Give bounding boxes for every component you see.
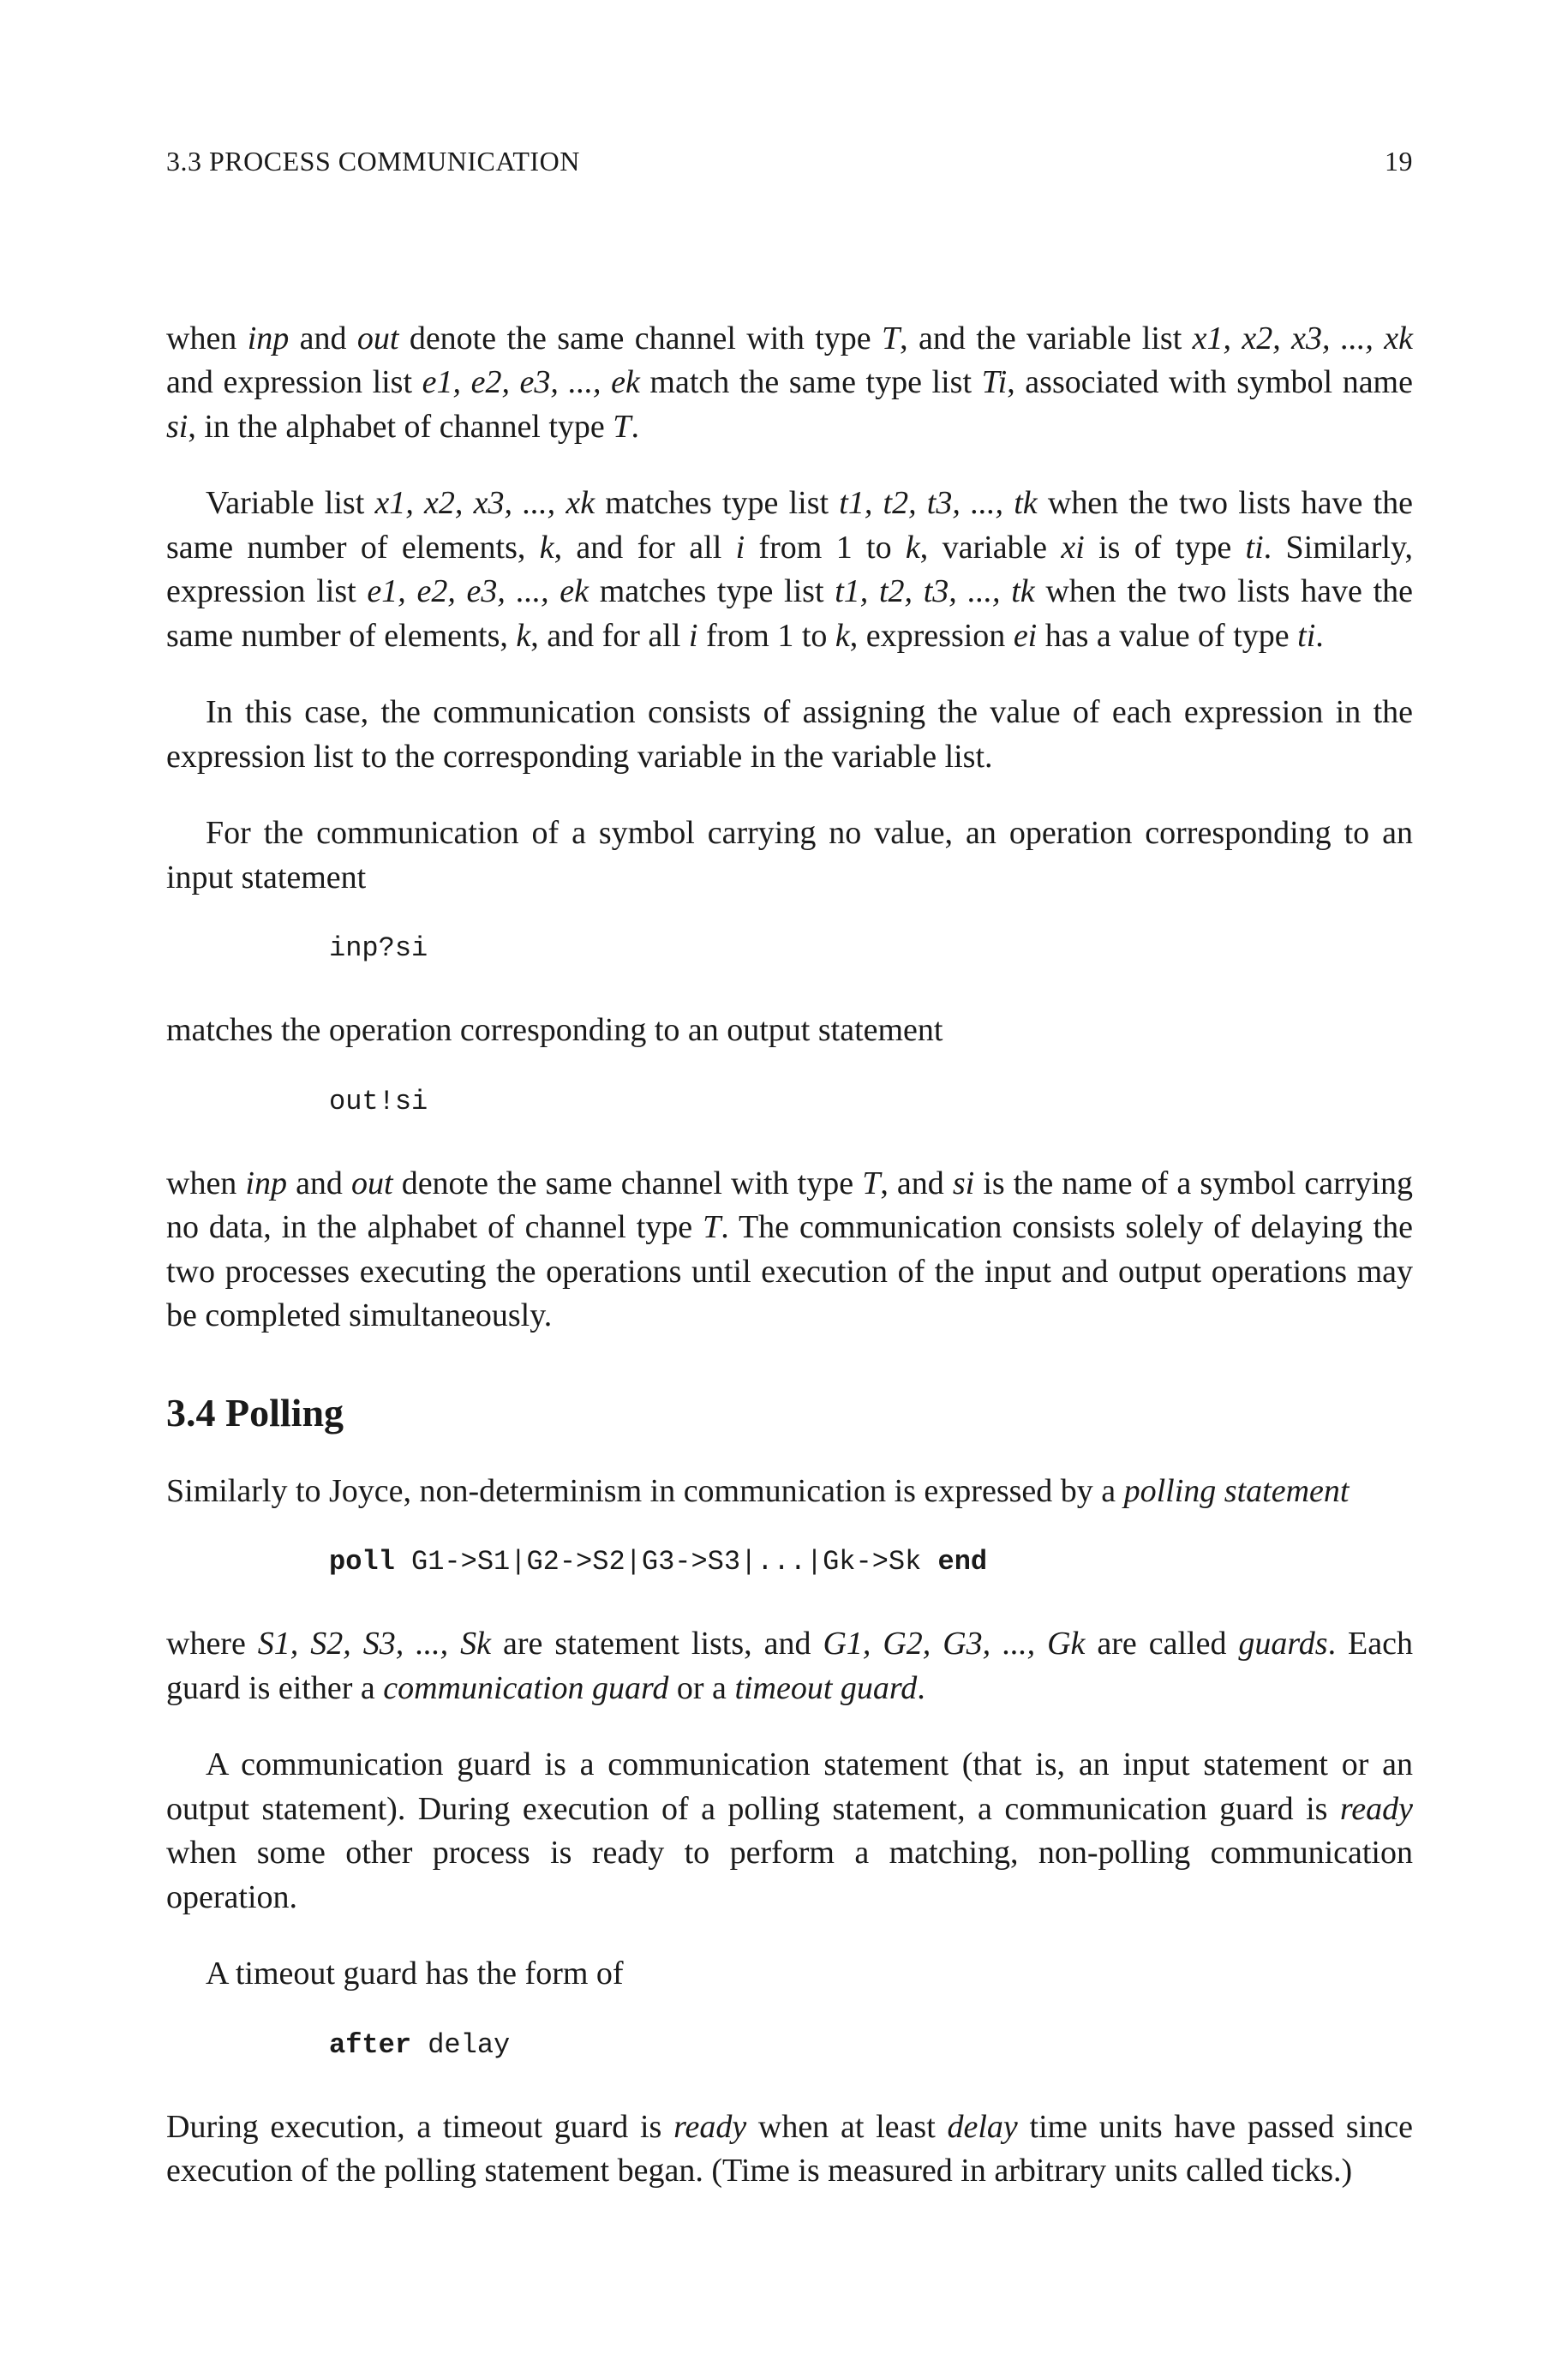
paragraph-matching-conditions: when inp and out denote the same channel with type T, and the variable list x1, x2, x3, ..., xk and expression list e1, e2, e3, ..., ek match the same type list Ti, associated with symbol name si, in the alphabet of channel type T. — [166, 320, 1413, 445]
paragraph-timeout-ready: During execution, a timeout guard is ready when at least delay time units have passed since execution of the polling statement began. (Time is measured in arbitrary units called ticks.) — [166, 2108, 1414, 2189]
section-running-title: 3.3 PROCESS COMMUNICATION — [166, 146, 580, 177]
paragraph-guards: where S1, S2, S3, ..., Sk are statement lists, and G1, G2, G3, ..., Gk are called guards. Each guard is either a communication guard or a timeout guard. — [166, 1626, 1413, 1706]
book-page — [166, 146, 1413, 2226]
code-input-statement: inp?si — [329, 932, 428, 965]
paragraph-symbol-no-value: For the communication of a symbol carrying no value, an operation corresponding to an input statement — [166, 815, 1413, 895]
page-number: 19 — [1385, 146, 1413, 177]
keyword-after: after — [329, 2028, 412, 2061]
running-header — [166, 146, 1413, 189]
paragraph-polling-intro: Similarly to Joyce, non-determinism in communication is expressed by a polling statement — [166, 1472, 1350, 1509]
paragraph-matches-output: matches the operation corresponding to an output statement — [166, 1012, 943, 1049]
paragraph-communication-guard: A communication guard is a communication statement (that is, an input statement or an output statement). During execution of a polling statement, a communication guard is ready when some other process is ready to perform a matching, non-polling communication operation. — [166, 1746, 1413, 1915]
section-heading-polling: 3.4 Polling — [166, 1390, 344, 1435]
keyword-end: end — [937, 1546, 988, 1578]
page-body — [166, 317, 1413, 2194]
paragraph-no-data-symbol: when inp and out denote the same channel with type T, and si is the name of a symbol carrying no data, in the alphabet of channel type T. The communication consists solely of delaying the two processes executing the operations until execution of the input and output operations may be completed simultaneously. — [166, 1165, 1413, 1334]
paragraph-assignment: In this case, the communication consists of assigning the value of each expression in the expression list to the corresponding variable in the variable list. — [166, 694, 1413, 775]
code-after-delay: after delay — [329, 2028, 511, 2061]
paragraph-type-list-matching: Variable list x1, x2, x3, ..., xk matches type list t1, t2, t3, ..., tk when the two lists have the same number of elements, k, and for all i from 1 to k, variable xi is of type ti. Similarly, expression list e1, e2, e3, ..., ek matches type list t1, t2, t3, ..., tk when the two lists have the same number of elements, k, and for all i from 1 to k, expression ei has a value of type ti. — [166, 485, 1413, 654]
code-output-statement: out!si — [329, 1085, 428, 1117]
paragraph-timeout-guard-form: A timeout guard has the form of — [206, 1956, 624, 1992]
code-poll-statement: poll G1->S1|G2->S2|G3->S3|...|Gk->Sk end — [329, 1546, 988, 1578]
keyword-poll: poll — [329, 1546, 395, 1578]
